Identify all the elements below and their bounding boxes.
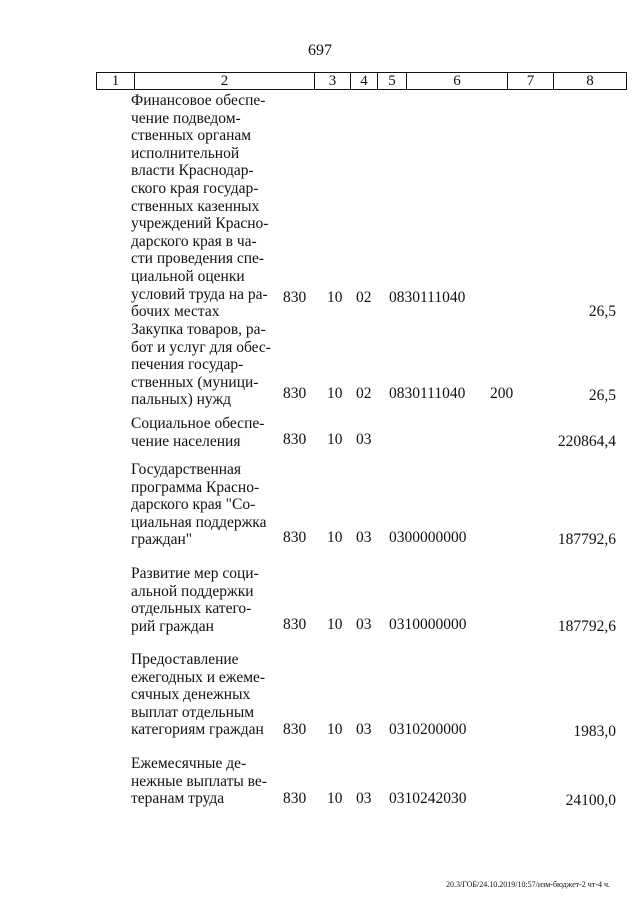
expense-type-code: 200	[490, 385, 514, 402]
name-line: чение населения	[131, 432, 241, 450]
section-code: 10	[327, 790, 343, 807]
target-article-code: 0300000000	[389, 529, 467, 546]
name-line: ского края государ-	[131, 179, 259, 197]
admin-code: 830	[283, 721, 307, 738]
name-line: ственных казенных	[131, 197, 260, 215]
target-article-code: 0830111040	[389, 385, 466, 402]
name-line: пальных) нужд	[131, 391, 232, 409]
name-line: граждан"	[131, 531, 193, 549]
name-line: Государственная	[131, 461, 242, 478]
section-code: 10	[327, 289, 343, 306]
column-header-5: 5	[378, 73, 407, 90]
name-line: циальной оценки	[131, 267, 245, 285]
column-header-3: 3	[315, 73, 351, 90]
admin-code: 830	[283, 790, 307, 807]
name-line: выплат отдельным	[131, 703, 255, 721]
name-line: бочих местах	[131, 303, 220, 321]
section-code: 10	[327, 385, 343, 402]
name-line: сти проведения спе-	[131, 250, 265, 268]
name-line: нежные выплаты ве-	[131, 772, 267, 790]
name-line: Предоставление	[131, 651, 239, 668]
name-line: Развитие мер соци-	[131, 565, 259, 582]
subsection-code: 03	[356, 721, 372, 738]
name-line: чение подведом-	[131, 109, 241, 127]
name-line: печения государ-	[131, 356, 244, 374]
target-article-code: 0310000000	[389, 616, 467, 633]
row-name	[131, 92, 271, 321]
admin-code: 830	[283, 431, 307, 448]
page-number: 697	[308, 42, 332, 59]
admin-code: 830	[283, 289, 307, 306]
row-name	[131, 415, 271, 450]
subsection-code: 03	[356, 529, 372, 546]
column-header-8: 8	[554, 73, 627, 90]
name-line: учреждений Красно-	[131, 215, 269, 233]
name-line: ежегодных и ежеме-	[131, 668, 266, 686]
amount-value: 26,5	[588, 387, 616, 404]
name-line: программа Красно-	[131, 478, 260, 496]
target-article-code: 0310200000	[389, 721, 467, 738]
name-line: власти Краснодар-	[131, 162, 254, 180]
name-line: циальная поддержка	[131, 513, 267, 531]
name-line: ственных (муници-	[131, 373, 259, 391]
name-line: дарского края "Со-	[131, 496, 256, 514]
name-line: дарского края в ча-	[131, 232, 257, 250]
row-name	[131, 565, 271, 635]
name-line: бот и услуг для обес-	[131, 338, 271, 356]
subsection-code: 02	[356, 385, 372, 402]
column-header-2: 2	[135, 73, 315, 90]
target-article-code: 0310242030	[389, 790, 467, 807]
target-article-code: 0830111040	[389, 289, 466, 306]
admin-code: 830	[283, 529, 307, 546]
amount-value: 187792,6	[557, 618, 616, 635]
subsection-code: 02	[356, 289, 372, 306]
column-header-1: 1	[97, 73, 135, 90]
name-line: Финансовое обеспе-	[131, 92, 266, 109]
row-name	[131, 461, 271, 549]
admin-code: 830	[283, 616, 307, 633]
section-code: 10	[327, 721, 343, 738]
name-line: альной поддержки	[131, 582, 254, 600]
name-line: рий граждан	[131, 617, 214, 635]
name-line: теранам труда	[131, 790, 225, 808]
amount-value: 26,5	[588, 303, 616, 320]
name-line: ственных органам	[131, 127, 252, 145]
amount-value: 1983,0	[573, 723, 616, 740]
column-header-7: 7	[508, 73, 554, 90]
name-line: Социальное обеспе-	[131, 415, 265, 432]
document-footer: 20.3/ГОБ/24.10.2019/10:57/изм-бюджет-2 чт-4 ч.	[445, 880, 610, 889]
section-code: 10	[327, 431, 343, 448]
name-line: условий труда на ра-	[131, 285, 268, 303]
admin-code: 830	[283, 385, 307, 402]
row-name	[131, 321, 271, 409]
column-header-table	[96, 72, 627, 90]
name-line: Закупка товаров, ра-	[131, 321, 266, 338]
name-line: исполнительной	[131, 144, 240, 162]
subsection-code: 03	[356, 616, 372, 633]
column-header-4: 4	[351, 73, 378, 90]
column-header-6: 6	[407, 73, 508, 90]
name-line: Ежемесячные де-	[131, 755, 247, 772]
row-name	[131, 651, 271, 739]
amount-value: 220864,4	[557, 433, 616, 450]
amount-value: 187792,6	[557, 531, 616, 548]
name-line: отдельных катего-	[131, 600, 252, 618]
amount-value: 24100,0	[565, 792, 616, 809]
name-line: категориям граждан	[131, 721, 264, 739]
subsection-code: 03	[356, 790, 372, 807]
section-code: 10	[327, 529, 343, 546]
section-code: 10	[327, 616, 343, 633]
row-name	[131, 755, 271, 808]
name-line: сячных денежных	[131, 686, 251, 704]
subsection-code: 03	[356, 431, 372, 448]
